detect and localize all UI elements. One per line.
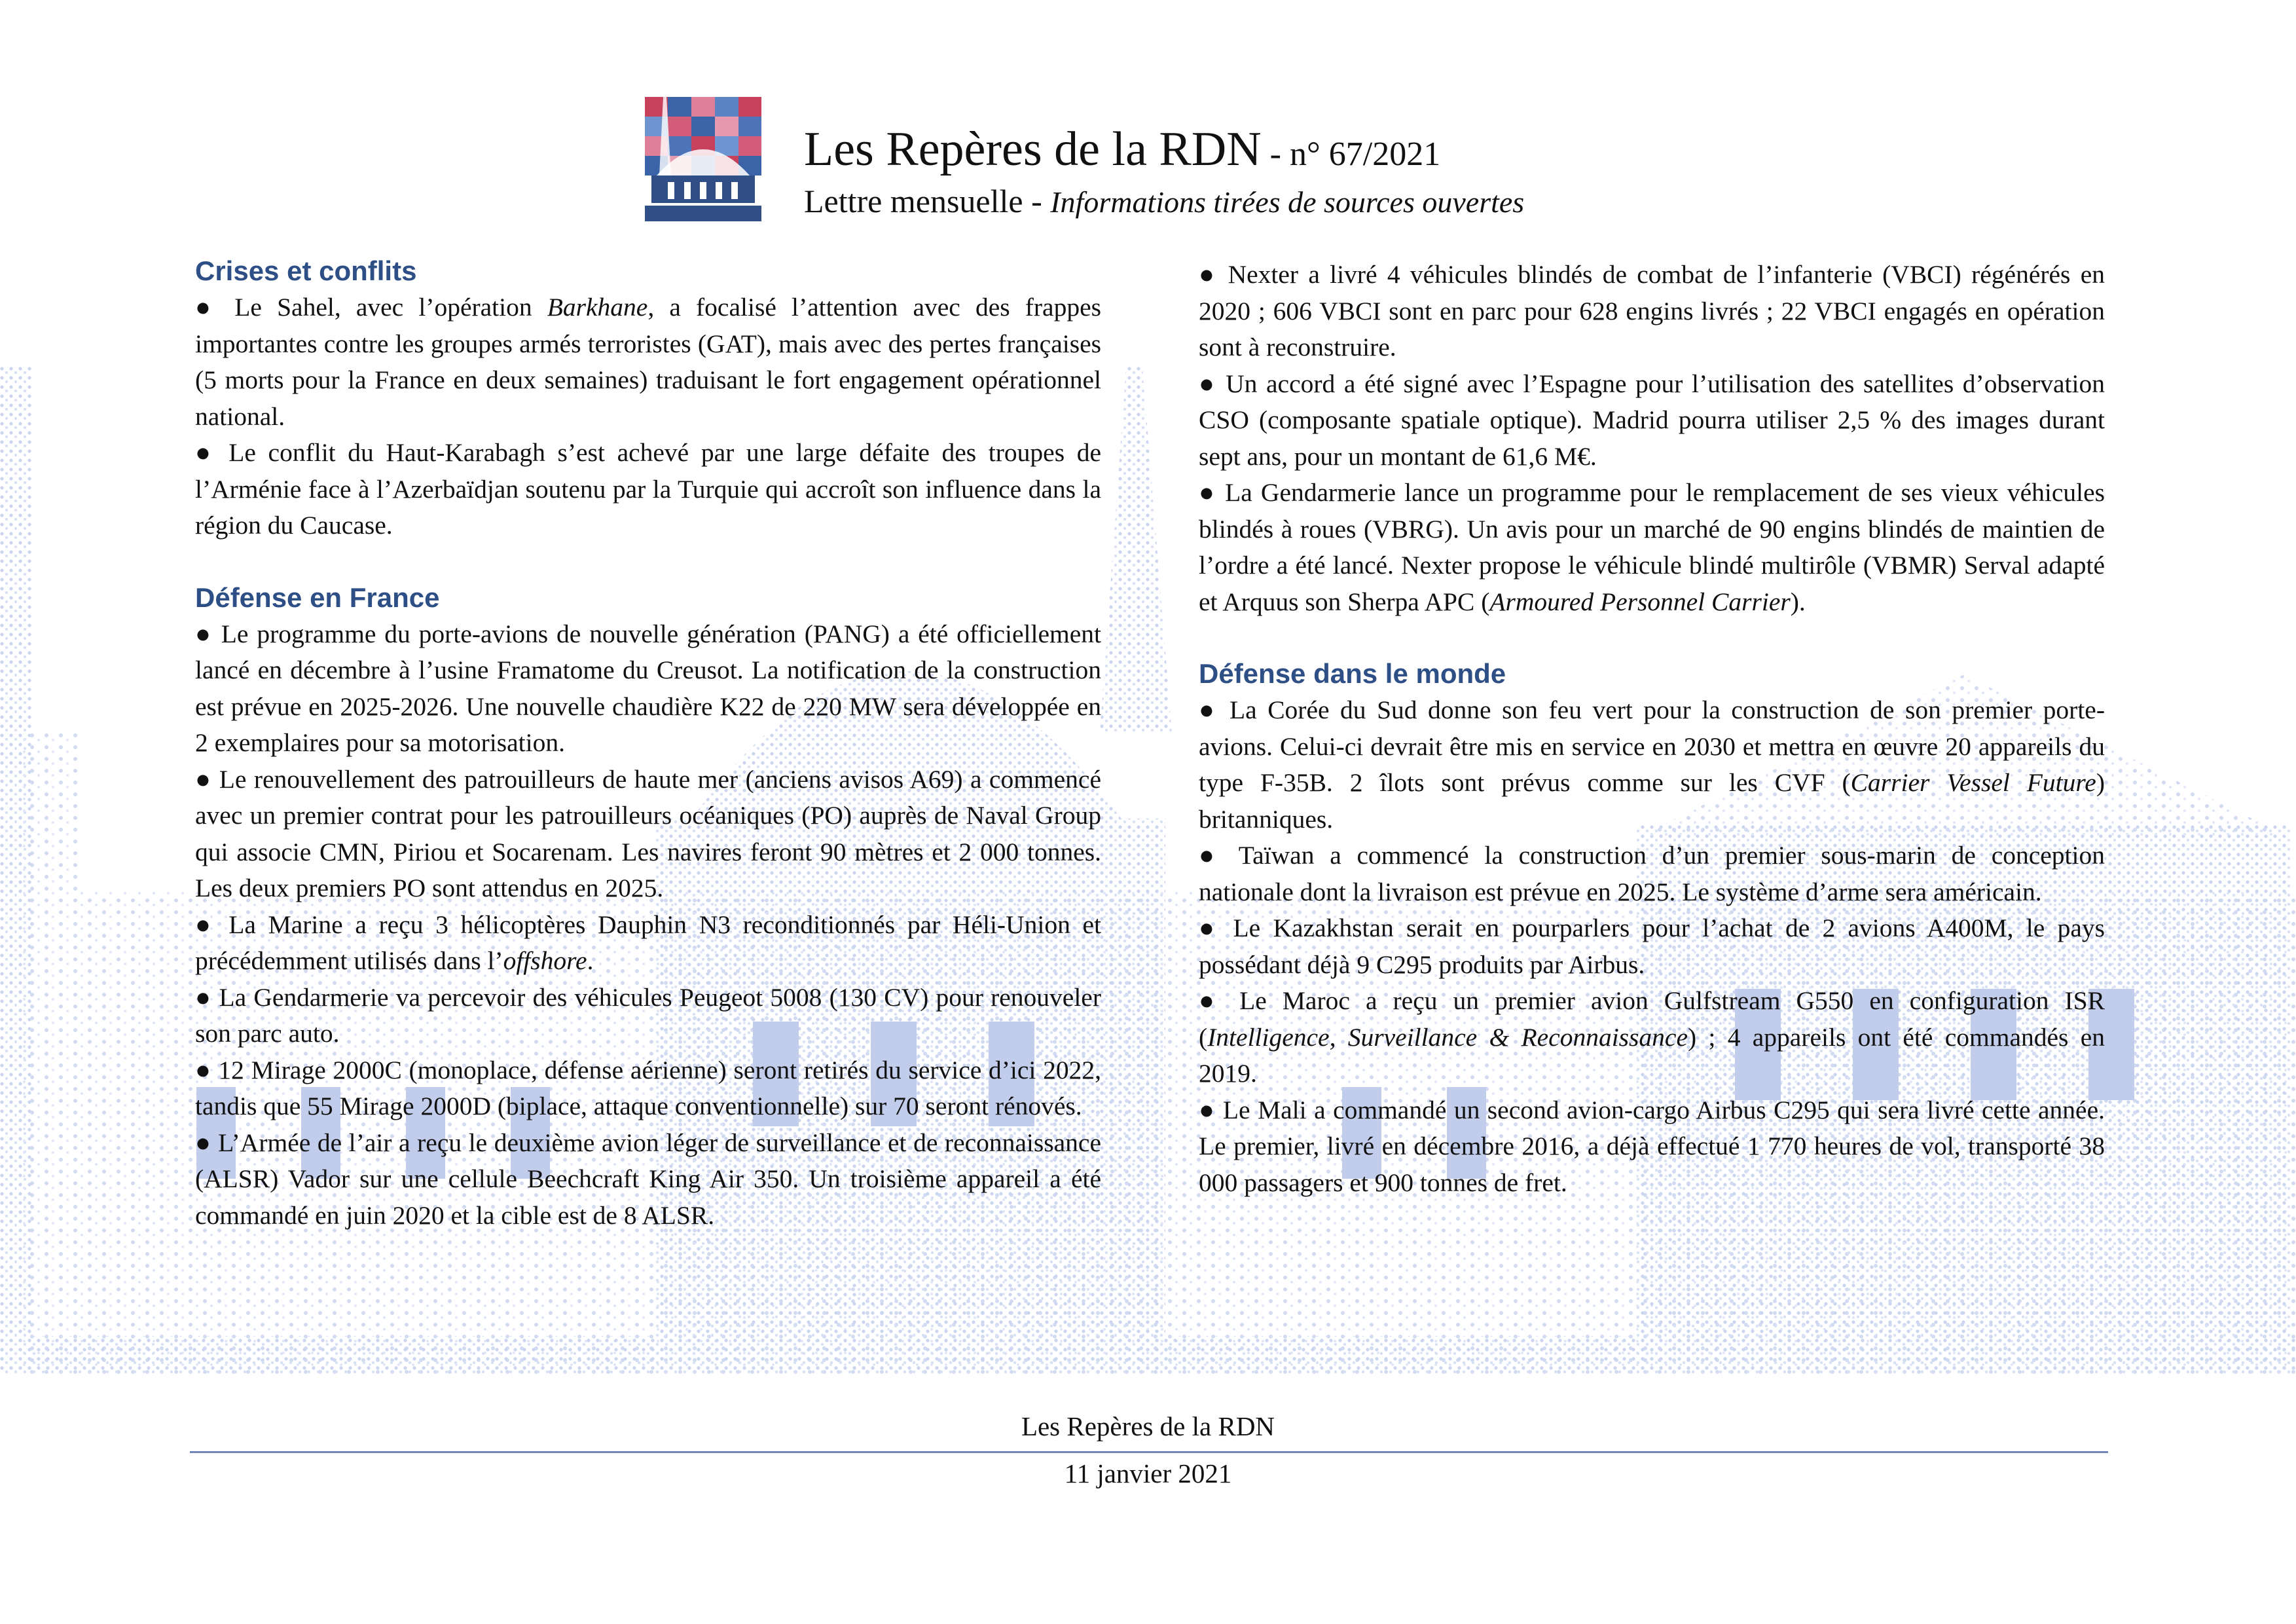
- text-run: ).: [1790, 587, 1806, 616]
- text-run: ) britanniques.: [1199, 768, 2105, 834]
- text-run: ● Le Maroc a reçu un premier avion Gulfstream G550 en configuration ISR (: [1199, 986, 2105, 1052]
- text-run: ● La Marine a reçu 3 hélicoptères Dauphin N3 reconditionnés par Héli-Union et précédemment utilisés dans l’: [195, 910, 1101, 975]
- news-item: [195, 616, 1101, 762]
- news-item: [195, 435, 1101, 544]
- news-item: [1199, 838, 2105, 910]
- page-subtitle: [804, 182, 1524, 220]
- text-run: , a focalisé l’attention avec des frappes importantes contre les groupes armés terroristes (GAT), mais avec des pertes françaises (5 morts pour la France en deux semaines) traduisant le fort engagement opérationnel national.: [195, 293, 1101, 431]
- article-section: [1199, 257, 2105, 620]
- text-run: ● Le renouvellement des patrouilleurs de haute mer (anciens avisos A69) a commencé avec un premier contrat pour les patrouilleurs océaniques (PO) auprès de Naval Group qui associe CMN, Piriou et Socarenam. Les navires feront 90 mètres et 2 000 tonnes. Les deux premiers PO sont attendus en 2025.: [195, 764, 1101, 902]
- right-column: [1199, 257, 2105, 1238]
- news-item: [1199, 910, 2105, 983]
- left-column: [195, 254, 1101, 1270]
- section-title: Défense dans le monde: [1199, 658, 1506, 689]
- text-run: ) ; 4 appareils ont été commandés en 2019.: [1199, 1022, 2105, 1088]
- news-item: [1199, 1092, 2105, 1202]
- italic-text: offshore: [503, 946, 587, 975]
- news-item: [195, 1052, 1101, 1125]
- article-section: [1199, 657, 2105, 1201]
- text-run: ● Le Sahel, avec l’opération: [195, 293, 547, 322]
- news-item: [1199, 366, 2105, 475]
- article-section: [195, 254, 1101, 544]
- page-header: [645, 97, 2085, 228]
- italic-text: Armoured Personnel Carrier: [1489, 587, 1791, 616]
- text-run: ● Un accord a été signé avec l’Espagne pour l’utilisation des satellites d’observation CSO (composante spatiale optique). Madrid pourra utiliser 2,5 % des images durant sept ans, pour un montant de 61,6 M€.: [1199, 369, 2105, 471]
- text-run: .: [587, 946, 594, 975]
- text-run: ● 12 Mirage 2000C (monoplace, défense aérienne) seront retirés du service d’ici 2022, tandis que 55 Mirage 2000D (biplace, attaque conventionnelle) sur 70 seront rénovés.: [195, 1055, 1101, 1120]
- page-title: [804, 122, 1440, 177]
- news-item: [195, 1125, 1101, 1234]
- text-run: ● Le Kazakhstan serait en pourparlers pour l’achat de 2 avions A400M, le pays possédant déjà 9 C295 produits par Airbus.: [1199, 913, 2105, 979]
- italic-text: Barkhane: [547, 293, 648, 322]
- news-item: [1199, 692, 2105, 838]
- news-item: [195, 907, 1101, 980]
- section-title: Crises et conflits: [195, 255, 417, 286]
- issue-number: - n° 67/2021: [1261, 136, 1441, 173]
- text-run: ● Le Mali a commandé un second avion-cargo Airbus C295 qui sera livré cette année. Le premier, livré en décembre 2016, a déjà effectué 1 770 heures de vol, transporté 38 000 passagers et 900 tonnes de fret.: [1199, 1095, 2105, 1197]
- text-run: ● La Gendarmerie va percevoir des véhicules Peugeot 5008 (130 CV) pour renouveler son parc auto.: [195, 982, 1101, 1048]
- subtitle-italic: Informations tirées de sources ouvertes: [1050, 185, 1525, 219]
- article-section: [195, 581, 1101, 1234]
- text-run: ● La Corée du Sud donne son feu vert pour la construction de son premier porte-avions. Celui-ci devrait être mis en service en 2030 et mettra en œuvre 20 appareils du type F-35B. 2 îlots sont prévus comme sur les CVF (: [1199, 695, 2105, 797]
- news-item: [1199, 983, 2105, 1092]
- news-item: [1199, 257, 2105, 366]
- news-item: [195, 289, 1101, 435]
- text-run: ● Le conflit du Haut-Karabagh s’est achevé par une large défaite des troupes de l’Arménie face à l’Azerbaïdjan soutenu par la Turquie qui accroît son influence dans la région du Caucase.: [195, 438, 1101, 540]
- text-run: ● Nexter a livré 4 véhicules blindés de combat de l’infanterie (VBCI) régénérés en 2020 ; 606 VBCI sont en parc pour 628 engins livrés ; 22 VBCI engagés en opération sont à reconstruire.: [1199, 260, 2105, 361]
- news-item: [1199, 475, 2105, 620]
- rdn-logo-icon: [645, 97, 761, 221]
- news-item: [195, 762, 1101, 907]
- text-run: ● Le programme du porte-avions de nouvelle génération (PANG) a été officiellement lancé en décembre à l’usine Framatome du Creusot. La notification de la construction est prévue en 2025-2026. Une nouvelle chaudière K22 de 220 MW sera développée en 2 exemplaires pour sa motorisation.: [195, 619, 1101, 757]
- footer-title: Les Repères de la RDN: [1021, 1411, 1275, 1441]
- publication-title: Les Repères de la RDN: [804, 122, 1262, 176]
- section-title: Défense en France: [195, 581, 440, 613]
- text-run: ● Taïwan a commencé la construction d’un premier sous-marin de conception nationale dont la livraison est prévue en 2025. Le système d’arme sera américain.: [1199, 841, 2105, 906]
- text-run: ● L’Armée de l’air a reçu le deuxième avion léger de surveillance et de reconnaissance (ALSR) Vador sur une cellule Beechcraft King Air 350. Un troisième appareil a été commandé en juin 2020 et la cible est de 8 ALSR.: [195, 1128, 1101, 1230]
- footer-date: 11 janvier 2021: [1064, 1458, 1232, 1488]
- footer-divider: [190, 1451, 2108, 1453]
- news-item: [195, 980, 1101, 1052]
- italic-text: Intelligence, Surveillance & Reconnaissance: [1207, 1022, 1688, 1052]
- italic-text: Carrier Vessel Future: [1850, 768, 2096, 797]
- text-run: ● La Gendarmerie lance un programme pour le remplacement de ses vieux véhicules blindés à roues (VBRG). Un avis pour un marché de 90 engins blindés de maintien de l’ordre a été lancé. Nexter propose le véhicule blindé multirôle (VBMR) Serval adapté et Arquus son Sherpa APC (: [1199, 478, 2105, 616]
- subtitle-plain: Lettre mensuelle -: [804, 183, 1051, 219]
